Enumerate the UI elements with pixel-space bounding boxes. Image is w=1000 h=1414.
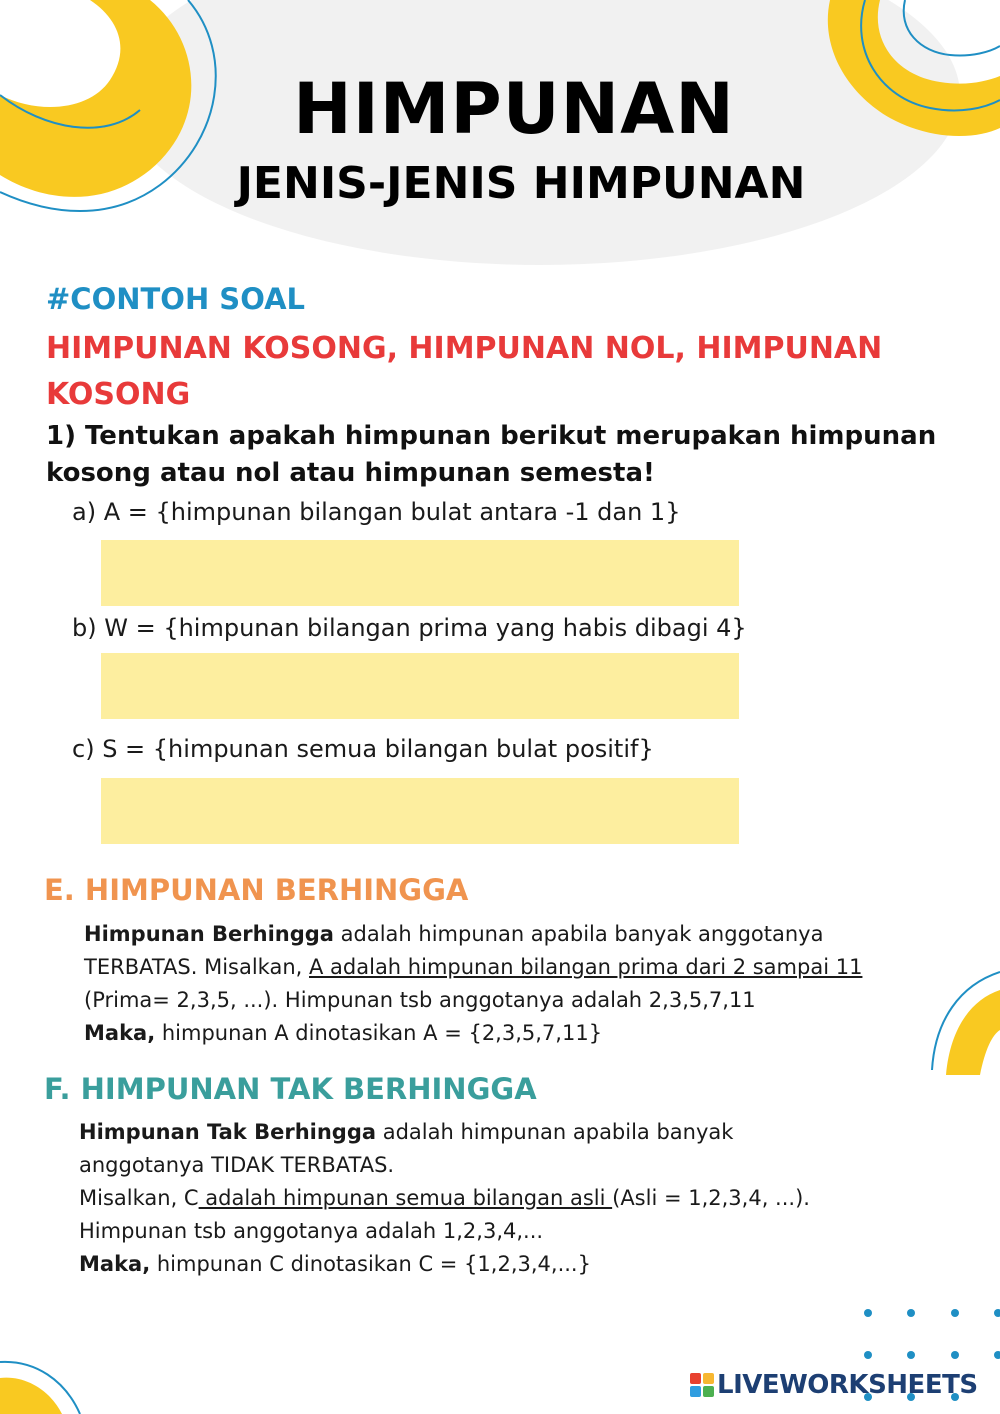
example-heading: HIMPUNAN KOSONG, HIMPUNAN NOL, HIMPUNAN KOSONG [46,331,883,412]
section-e-line-3: (Prima= 2,3,5, ...). Himpunan tsb anggotanya adalah 2,3,5,7,11 [84,988,756,1012]
section-f-line-1: Himpunan Tak Berhingga adalah himpunan apabila banyak [79,1120,734,1144]
section-e-line-2: TERBATAS. Misalkan, A adalah himpunan bilangan prima dari 2 sampai 11 [84,955,863,979]
section-f-line-4: Himpunan tsb anggotanya adalah 1,2,3,4,... [79,1219,544,1243]
item-c-label: c) S = {himpunan semua bilangan bulat positif} [72,735,654,763]
section-e-heading: E. HIMPUNAN BERHINGGA [44,873,469,907]
logo-text: LIVEWORKSHEETS [717,1370,978,1400]
section-f-example-underlined: adalah himpunan semua bilangan asli [198,1186,613,1210]
section-e-example-underlined: A adalah himpunan bilangan prima dari 2 sampai 11 [309,955,863,979]
section-e-line-4: Maka, himpunan A dinotasikan A = {2,3,5,7,11} [84,1021,603,1045]
section-f-line-3: Misalkan, C adalah himpunan semua bilangan asli (Asli = 1,2,3,4, ...). [79,1186,810,1210]
item-a-label: a) A = {himpunan bilangan bulat antara -1 dan 1} [72,498,681,526]
section-f-term: Himpunan Tak Berhingga [79,1120,377,1144]
item-b-label: b) W = {himpunan bilangan prima yang habis dibagi 4} [72,614,747,642]
page-subtitle: JENIS-JENIS HIMPUNAN [236,158,806,209]
yellow-arc-bottom-left [0,1378,62,1414]
section-e-line-1: Himpunan Berhingga adalah himpunan apabila banyak anggotanya [84,922,824,946]
section-f-body [79,1116,979,1281]
answer-a-input[interactable] [101,540,739,606]
answer-b-input[interactable] [101,653,739,719]
answer-c-input[interactable] [101,778,739,844]
liveworksheets-logo [690,1370,978,1400]
section-f-heading: F. HIMPUNAN TAK BERHINGGA [44,1072,537,1106]
example-tag: #CONTOH SOAL [46,282,305,316]
section-e-body [84,918,984,1050]
page-title: HIMPUNAN [293,68,735,150]
question-text: 1) Tentukan apakah himpunan berikut merupakan himpunan kosong atau nol atau himpunan semesta! [46,421,937,488]
section-f-line-5: Maka, himpunan C dinotasikan C = {1,2,3,4,...} [79,1252,591,1276]
logo-grid-icon [690,1373,714,1397]
section-f-line-2: anggotanya TIDAK TERBATAS. [79,1153,395,1177]
section-e-term: Himpunan Berhingga [84,922,334,946]
